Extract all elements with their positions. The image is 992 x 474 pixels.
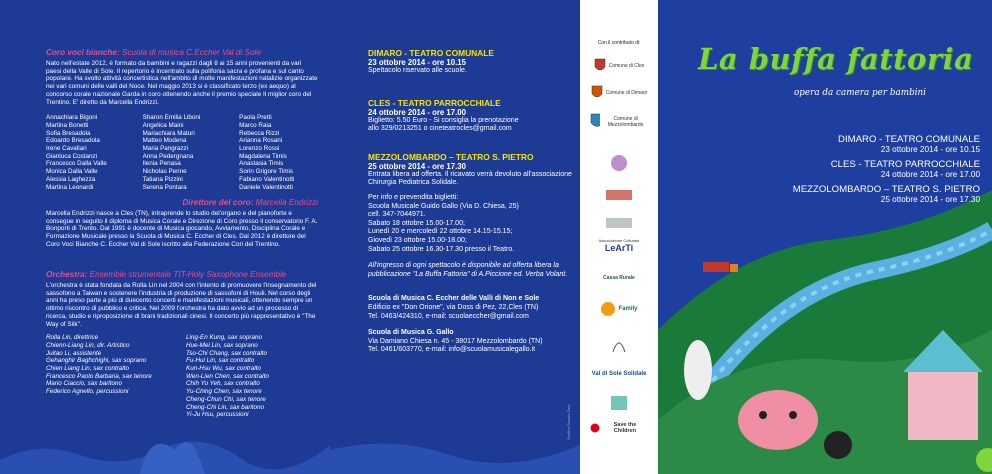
event-2-contact: allo 329/0213251 o cineteatrocles@gmail.com — [368, 125, 512, 133]
choir-text: Nato nell'estate 2012, è formato da bambini e ragazzi dagli 8 ai 15 anni provenienti da vari paesi della Valle di Sole. Il repertorio è incentrato sulla polifonia sacra e profana e sul canto popolare. Ha svolto attività concertistica nell'ambito di molte manifestazioni natalizie organizzate nei vari comuni delle valli del Noce. Nel maggio 2013 si è classificato terzo (ex aequo) al concorso corale nazionale Garda in coro ottenendo anche il premio speciale Il miglior coro del Trentino. E' diretto da Marcella Endrizzi. — [46, 60, 318, 106]
members-column-3 — [239, 114, 318, 191]
choir-member: Martina Leonardi — [46, 183, 94, 191]
event-3-title: MEZZOLOMBARDO – TEATRO S. PIETRO — [368, 151, 534, 162]
choir-title: Coro voci bianche: Scuola di musica C.Eccher Val di Sole — [46, 48, 261, 57]
orchestra-member: Fu-Hui Lin, sax contralto — [186, 357, 255, 365]
venue-list — [680, 134, 980, 209]
orchestra-member: Yi-Ju Hsu, percussioni — [186, 411, 249, 419]
choir-member: Matteo Modena — [142, 137, 187, 145]
sponsor-logo-13 — [590, 392, 648, 414]
choir-member: Lorenzo Rossi — [239, 145, 280, 153]
event-2-date: 24 ottobre 2014 - ore 17.00 — [368, 107, 466, 117]
choir-member: Anna Pedergnana — [142, 152, 194, 160]
orchestra-member: Cheng-Chun Chi, sax tenore — [186, 395, 266, 403]
choir-member: Sorin Grigore Timis — [239, 168, 294, 176]
school-2-contact: Tel. 0461/603770, e-mail: info@scuolamusicalegallo.it — [368, 346, 536, 354]
choir-member: Gianluca Costanzi — [46, 152, 98, 160]
orchestra-member: Francesco Paolo Barbaria, sax tenore — [46, 372, 152, 380]
choir-member: Nicholas Penne — [142, 168, 187, 176]
venue-title: MEZZOLOMBARDO – TEATRO S. PIETRO — [792, 184, 980, 195]
choir-member: Irene Cavallari — [46, 145, 87, 153]
members-column-1 — [46, 114, 143, 191]
choir-members — [46, 114, 318, 191]
choir-member: Francesco Dalla Valle — [46, 160, 107, 168]
venue-date: 23 ottobre 2014 - ore 10.15 — [880, 145, 980, 154]
orchestra-member: Chih Yu Yeh, sax contralto — [186, 380, 260, 388]
event-2 — [368, 98, 573, 134]
choir-member: Fabiano Valentinotti — [239, 175, 295, 183]
middle-panel — [330, 0, 580, 474]
ticket-info-line: Giovedì 23 ottobre 15.00-18.00; — [368, 236, 467, 244]
choir-member: Tatiana Pizzini — [142, 175, 183, 183]
orchestra-member: Rolla Lin, direttrice — [46, 334, 99, 342]
orchestra-member: Yu-Ching Chen, sax tenore — [186, 388, 262, 396]
choir-member: Maria Pangrazzi — [142, 145, 189, 153]
ticket-info-line: Lunedì 20 e mercoledì 22 ottobre 14.15-15.15; — [368, 228, 513, 236]
comune-cles-logo: Comune di Cles — [590, 55, 648, 77]
school-2-address: Via Damiano Chiesa n. 45 - 38017 Mezzolombardo (TN) — [368, 337, 543, 345]
orchestra-member: Juitao Li, assistente — [46, 349, 102, 357]
director-section — [46, 198, 318, 249]
choir-member: Paola Pretti — [239, 114, 272, 122]
graphic-credit: Grafica Rosina Zeni — [566, 404, 571, 440]
orchestra-member: Chien Liang Lin, sax contralto — [46, 365, 129, 373]
orchestra-section — [46, 270, 318, 419]
comune-dimaro-logo: Comune di Dimaro — [590, 82, 648, 104]
event-3-note: Entrata libera ad offerta. Il ricavato verrà devoluto all'associazione Chirurgia Pediatrica Solidale. — [368, 170, 572, 187]
members-column-2 — [143, 114, 240, 191]
decorative-hills — [0, 400, 330, 474]
sponsor-logo-11 — [590, 330, 648, 356]
choir-member: Magdalena Timis — [239, 152, 287, 160]
orchestra-member: Federico Agnello, percussioni — [46, 388, 129, 396]
event-1-note: Spettacolo riservato alle scuole. — [368, 67, 467, 74]
choir-member: Monica Dalla Valle — [46, 168, 98, 176]
publication-note: All'ingresso di ogni spettacolo è disponibile ad offerta libera la pubblicazione "La Buffa Fattoria" di A.Piccione ed. Verba Volant. — [368, 262, 568, 278]
director-title: Direttore del coro: Marcella Endrizzi — [182, 198, 318, 207]
choir-member: Annachiara Bigoni — [46, 114, 98, 122]
orchestra-member: Cheng-Chi Lin, sax baritono — [186, 403, 265, 411]
choir-member: Alessia Laghezza — [46, 175, 96, 183]
orchestra-member: Kun-Hsu Wu, sax contralto — [186, 365, 261, 373]
orchestra-member: Chienn-Liang Lin, dir. Artistico — [46, 341, 130, 349]
orchestra-title: Orchestra: Ensemble strumentale TIT-Holy Saxophone Ensemble — [46, 270, 287, 279]
orchestra-member: Mario Ciaccio, sax baritono — [46, 380, 122, 388]
school-1-name: Scuola di Musica C. Eccher delle Valli di Non e Sole — [368, 295, 540, 303]
venue-date: 24 ottobre 2014 - ore 17.00 — [880, 170, 980, 179]
school-2-name: Scuola di Musica G. Gallo — [368, 329, 454, 337]
venue-title: DIMARO - TEATRO COMUNALE — [838, 134, 980, 145]
choir-member: Martina Bonetti — [46, 121, 89, 129]
sponsor-logo-7 — [590, 214, 648, 232]
event-1-date: 23 ottobre 2014 - ore 10.15 — [368, 58, 466, 67]
ticket-info — [368, 194, 573, 254]
event-1-title: DIMARO - TEATRO COMUNALE — [368, 48, 494, 58]
cover-title: La buffa fattoria — [698, 42, 974, 76]
choir-member: Arianna Rosani — [239, 137, 283, 145]
event-3-date: 25 ottobre 2014 - ore 17.30 — [368, 161, 466, 171]
decorative-hills — [330, 420, 580, 474]
ticket-info-line: Sabato 18 ottobre 15.00-17.00; — [368, 219, 465, 227]
ticket-info-line: Scuola Musicale Guido Gallo (Via D. Chiesa, 25) — [368, 202, 519, 210]
sponsor-logo-6 — [590, 186, 648, 204]
comune-mezzolombardo-logo: Comune di Mezzolombardo — [590, 110, 648, 134]
school-2 — [368, 329, 573, 355]
family-logo: Family — [590, 298, 648, 320]
choir-section — [46, 48, 318, 191]
school-1 — [368, 295, 573, 321]
cassa-rurale-logo: Cassa Rurale — [603, 275, 635, 281]
orchestra-text: L'orchestra è stata fondata da Rolla Lin nel 2004 con l'intento di promuovere l'insegnamento del sassofono a Taiwan e sostenere l'industria di produzione di sassofoni di Houli. Nel corso degli anni ha preso parte a più di duecento concerti e manifestazioni musicali, ottenendo sempre un ottimo riscontro di pubblico e critica. Nel 2009 l'orchestra ha dato avvio ad un processo di ricerca, studio e riproposizione di brani tradizionali cinesi. Il concerto più rappresentativo è "The Way of Silk". — [46, 282, 317, 328]
director-text: Marcella Endrizzi nasce a Cles (TN), intraprende lo studio del'organo e del pianoforte e consegue in seguito il diploma di Musica Corale e Direzione di Coro presso il conservatorio F. A. Bonporti di Trento. Dal 1991 è docente di Musica giocando, Avviamento, Disciplina Corale e Formazione Musicale presso la Scuola di Musica C. Eccher di Cles. Dal 2012 è direttore del Coro Voci Bianche C. Eccher Val di Sole iscritto alla Federazione Cori del Trentino. — [46, 210, 318, 248]
school-1-contact: Tel. 0463/424310, e-mail: scuolaeccher@gmail.com — [368, 312, 529, 320]
event-1 — [368, 48, 573, 76]
ticket-info-line: Sabato 25 ottobre 16.30-17.30 presso il Teatro. — [368, 245, 515, 253]
choir-member: Marco Raia — [239, 121, 272, 129]
choir-member: Angelica Maini — [142, 121, 184, 129]
choir-member: Sofia Bresadola — [46, 129, 91, 137]
cover-panel — [658, 0, 992, 474]
event-2-note: Biglietto: 5.50 Euro - Si consiglia la prenotazione — [368, 116, 519, 124]
cover-subtitle: opera da camera per bambini — [794, 88, 926, 98]
orchestra-member: Hue-Mei Lin, sax soprano — [186, 341, 258, 349]
sponsor-heading: Con il contributo di: — [597, 40, 641, 46]
learti-logo: Associazione Culturale LeArTi — [598, 237, 640, 253]
scuola-musica-logo — [590, 150, 648, 176]
orchestra-member: Wen-Lien Chen, sax contralto — [186, 372, 269, 380]
choir-member: Mariachiara Maturi — [142, 129, 195, 137]
ticket-info-line: cell. 347-7044971. — [368, 211, 426, 219]
choir-member: Serena Pontara — [142, 183, 187, 191]
choir-member: Anastasia Timis — [239, 160, 284, 168]
event-3 — [368, 152, 573, 188]
event-2-title: CLES - TEATRO PARROCCHIALE — [368, 97, 501, 108]
venue-date: 25 ottobre 2014 - ore 17.30 — [880, 195, 980, 204]
orchestra-member: Tso-Chi Chang, sax contralto — [186, 349, 267, 357]
sponsor-panel — [580, 0, 658, 474]
choir-member: Sharon Emilia Liboni — [142, 114, 201, 122]
choir-member: Daniele Valentinotti — [239, 183, 293, 191]
choir-member: Edoardo Bresadola — [46, 137, 100, 145]
left-panel — [0, 0, 330, 474]
ticket-info-line: Per info e prevendita biglietti: — [368, 193, 459, 201]
choir-member: Ilenia Penasa — [142, 160, 181, 168]
school-1-address: Edificio ex "Don Orione", via Doss di Pez, 22,Cles (TN) — [368, 303, 539, 311]
val-di-sole-solidale-logo: Val di Sole Solidale — [591, 371, 647, 377]
orchestra-member: Gehanghir Baghchighi, sax soprano — [46, 357, 147, 365]
save-the-children-logo: Save the Children — [590, 418, 648, 438]
choir-member: Rebecca Rizzi — [239, 129, 280, 137]
orchestra-member: Ling-En Kung, sax soprano — [186, 334, 262, 342]
venue-title: CLES - TEATRO PARROCCHIALE — [830, 159, 980, 170]
